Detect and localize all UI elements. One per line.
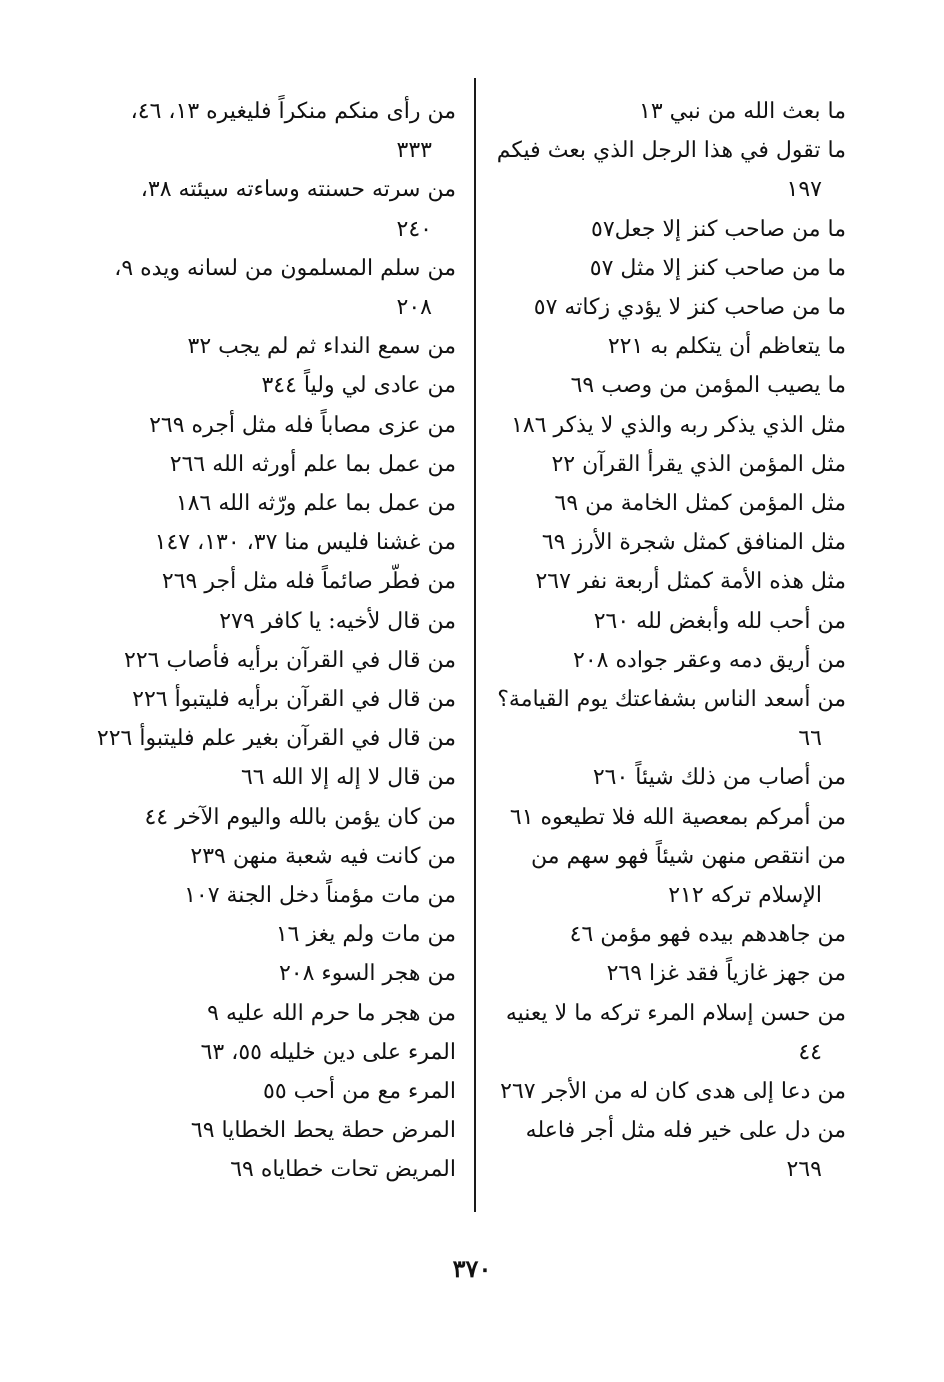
- index-entry: [494, 327, 846, 366]
- index-entry-text: من غشنا فليس منا ٣٧، ١٣٠، ١٤٧: [154, 530, 456, 556]
- index-entry-text: من فطّر صائماً فله مثل أجر ٢٦٩: [161, 569, 456, 595]
- index-entry-text: من قال في القرآن برأيه فليتبوأ ٢٢٦: [132, 687, 456, 713]
- index-entry: [494, 915, 846, 954]
- index-entry-text: من انتقص منهن شيئاً فهو سهم من: [531, 843, 846, 869]
- index-entry-text: ما يتعاظم أن يتكلم به ٢٢١: [607, 334, 846, 360]
- index-entry: [96, 1033, 456, 1072]
- index-entry-continuation: ٣٣٣: [396, 138, 432, 164]
- index-entry-text: ما من صاحب كنز لا يؤدي زكاته ٥٧: [533, 295, 846, 321]
- index-entry-text: من أسعد الناس بشفاعتك يوم القيامة؟: [497, 687, 846, 713]
- index-entry: [96, 445, 456, 484]
- index-entry: [494, 210, 846, 249]
- index-entry: [96, 837, 456, 876]
- index-entry-text: من قال في القرآن بغير علم فليتبوأ ٢٢٦: [96, 726, 456, 752]
- index-entry: [494, 602, 846, 641]
- index-entry-text: من عمل بما علم ورّثه الله ١٨٦: [175, 491, 456, 517]
- index-entry: [494, 131, 846, 209]
- index-entry: [494, 288, 846, 327]
- index-entry: [96, 915, 456, 954]
- index-entry-text: ما من صاحب كنز إلا جعل٥٧: [591, 216, 846, 242]
- index-entry-text: المرء على دين خليله ٥٥، ٦٣: [200, 1039, 456, 1065]
- index-entry: [494, 523, 846, 562]
- index-entry-text: من جهز غازياً فقد غزا ٢٦٩: [606, 961, 846, 987]
- index-entry: [494, 680, 846, 758]
- index-entry: [494, 758, 846, 797]
- index-entry-text: المرء مع من أحب ٥٥: [263, 1079, 456, 1105]
- index-entry-text: من جاهدهم بيده فهو مؤمن ٤٦: [569, 922, 846, 948]
- page-number: ٣٧٠: [452, 1254, 492, 1283]
- index-entry: [96, 719, 456, 758]
- index-entry-text: ما من صاحب كنز إلا مثل ٥٧: [589, 255, 846, 281]
- index-entry-text: من أمركم بمعصية الله فلا تطيعوه ٦١: [509, 804, 846, 830]
- index-entry: [494, 92, 846, 131]
- index-entry-text: من أريق دمه وعقر جواده ٢٠٨: [573, 647, 846, 673]
- index-entry-text: من سمع النداء ثم لم يجب ٣٢: [187, 334, 456, 360]
- index-entry: [96, 1150, 456, 1189]
- index-entry-text: ما تقول في هذا الرجل الذي بعث فيكم: [496, 138, 846, 164]
- index-entry: [96, 92, 456, 170]
- index-entry-text: من رأى منكم منكراً فليغيره ١٣، ٤٦،: [130, 99, 456, 124]
- index-entry-continuation: ٢٠٨: [396, 295, 432, 321]
- index-entry: [96, 758, 456, 797]
- index-entry-text: المرض حطة يحط الخطايا ٦٩: [190, 1118, 456, 1144]
- index-entry: [96, 876, 456, 915]
- column-divider: [474, 78, 476, 1212]
- index-entry-text: من أصاب من ذلك شيئاً ٢٦٠: [592, 765, 846, 791]
- index-entry-text: مثل المؤمن كمثل الخامة من ٦٩: [554, 491, 846, 517]
- index-entry-text: من مات ولم يغز ١٦: [275, 922, 456, 948]
- index-entry: [494, 1072, 846, 1111]
- index-entry-text: من مات مؤمناً دخل الجنة ١٠٧: [184, 883, 456, 909]
- index-column-left: [96, 92, 456, 1190]
- index-entry: [96, 327, 456, 366]
- index-entry: [494, 445, 846, 484]
- index-entry-text: من حسن إسلام المرء تركه ما لا يعنيه: [505, 1000, 846, 1026]
- index-entry: [96, 562, 456, 601]
- index-entry-text: مثل المنافق كمثل شجرة الأرز ٦٩: [541, 530, 846, 556]
- index-entry-text: من هجر ما حرم الله عليه ٩: [207, 1000, 456, 1026]
- index-entry: [494, 562, 846, 601]
- index-entry: [96, 249, 456, 327]
- index-entry: [494, 1111, 846, 1189]
- index-entry-text: من عادى لي ولياً ٣٤٤: [261, 373, 456, 399]
- index-entry: [494, 366, 846, 405]
- index-entry: [494, 837, 846, 915]
- index-entry: [96, 798, 456, 837]
- index-entry: [96, 954, 456, 993]
- index-entry-text: من هجر السوء ٢٠٨: [278, 961, 456, 987]
- index-entry-text: من قال في القرآن برأيه فأصاب ٢٢٦: [124, 647, 456, 673]
- index-entry: [96, 523, 456, 562]
- index-entry-text: من كان يؤمن بالله واليوم الآخر ٤٤: [144, 804, 456, 830]
- index-entry-continuation: ٦٦: [798, 726, 822, 752]
- index-entry-text: المريض تحات خطاياه ٦٩: [230, 1157, 456, 1183]
- index-entry-continuation: ٤٤: [798, 1039, 822, 1065]
- index-entry-text: مثل هذه الأمة كمثل أربعة نفر ٢٦٧: [535, 569, 846, 595]
- index-entry-text: من عمل بما علم أورثه الله ٢٦٦: [169, 451, 456, 477]
- index-entry: [494, 994, 846, 1072]
- index-entry-text: من عزى مصاباً فله مثل أجره ٢٦٩: [149, 412, 456, 438]
- index-entry: [96, 641, 456, 680]
- index-entry-text: ما بعث الله من نبي ١٣: [639, 99, 846, 124]
- index-entry: [494, 406, 846, 445]
- index-entry: [96, 994, 456, 1033]
- index-entry-text: من دعا إلى هدى كان له من الأجر ٢٦٧: [500, 1079, 846, 1105]
- index-column-right: [494, 92, 846, 1190]
- index-entry-text: من دل على خير فله مثل أجر فاعله: [525, 1118, 846, 1144]
- index-entry: [96, 1072, 456, 1111]
- index-entry: [494, 641, 846, 680]
- index-entry-text: ما يصيب المؤمن من وصب ٦٩: [570, 373, 846, 399]
- index-entry-text: من سرته حسنته وساءته سيئته ٣٨،: [140, 177, 456, 203]
- index-entry: [494, 954, 846, 993]
- index-entry-text: من كانت فيه شعبة منهن ٢٣٩: [190, 843, 456, 869]
- index-entry-text: من سلم المسلمون من لسانه ويده ٩،: [114, 255, 456, 281]
- index-entry-continuation: الإسلام تركه ٢١٢: [668, 883, 822, 909]
- index-entry-text: من أحب لله وأبغض لله ٢٦٠: [593, 608, 846, 634]
- index-entry: [96, 366, 456, 405]
- index-entry-text: مثل الذي يذكر ربه والذي لا يذكر ١٨٦: [511, 412, 846, 438]
- index-entry-continuation: ٢٦٩: [786, 1157, 822, 1183]
- index-entry-text: من قال لا إله إلا الله ٦٦: [240, 765, 456, 791]
- index-entry-continuation: ٢٤٠: [396, 216, 432, 242]
- index-entry: [96, 484, 456, 523]
- index-entry-text: مثل المؤمن الذي يقرأ القرآن ٢٢: [551, 451, 846, 477]
- index-entry: [96, 406, 456, 445]
- index-entry: [96, 170, 456, 248]
- index-entry: [494, 484, 846, 523]
- index-entry-continuation: ١٩٧: [786, 177, 822, 203]
- index-entry: [96, 680, 456, 719]
- index-entry: [96, 1111, 456, 1150]
- index-entry: [494, 798, 846, 837]
- index-entry-text: من قال لأخيه: يا كافر ٢٧٩: [219, 608, 456, 634]
- index-entry: [96, 602, 456, 641]
- index-entry: [494, 249, 846, 288]
